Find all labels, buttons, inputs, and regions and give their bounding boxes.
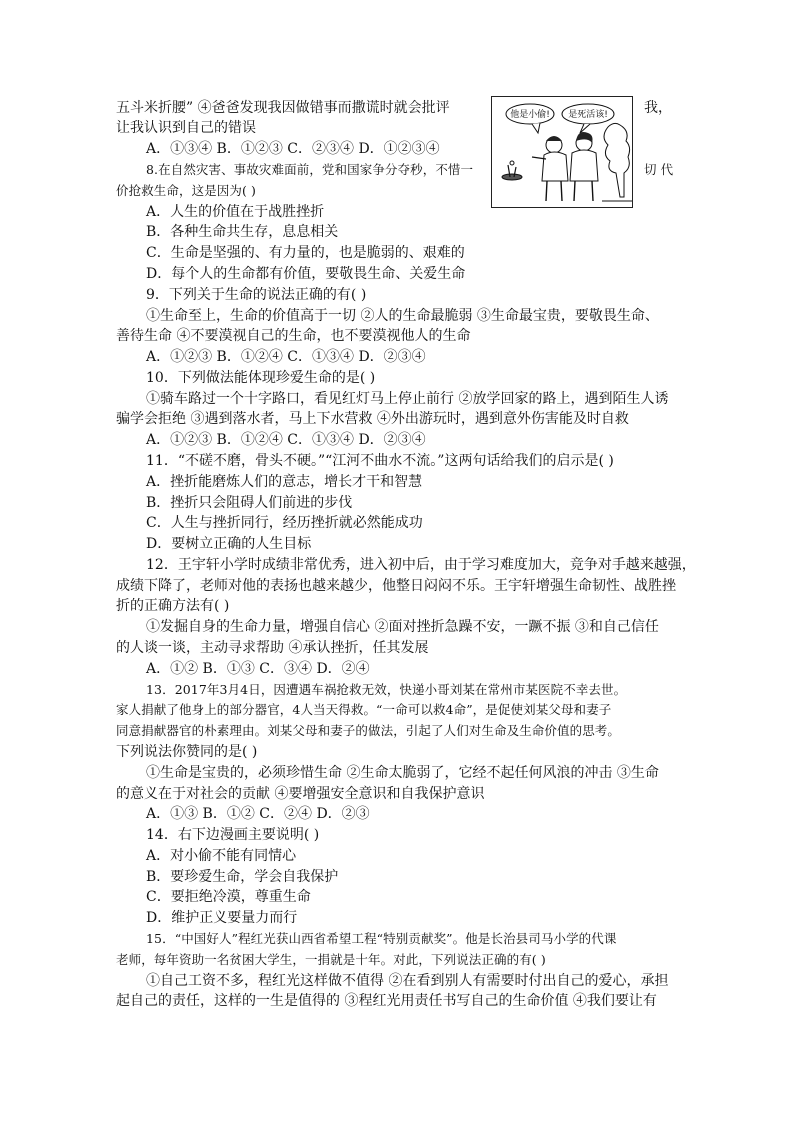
q8-option-d: D．每个人的生命都有价值，要敬畏生命、关爱生命 xyxy=(146,266,466,282)
q10-stem: 10．下列做法能体现珍爱生命的是( ) xyxy=(146,370,376,386)
q11-option-a: A．挫折能磨炼人们的意志，增长才干和智慧 xyxy=(146,474,423,490)
q8-stem-line: 价抢救生命，这是因为( ) xyxy=(116,183,257,198)
q14-option-a: A．对小偷不能有同情心 xyxy=(146,848,297,864)
q13-stem: 13．2017年3月4日，因遭遇车祸抢救无效，快递小哥刘某在常州市某医院不幸去世。 xyxy=(146,682,627,697)
q13-options: A．①③ B．①② C．②④ D．②③ xyxy=(146,806,370,822)
cartoon-bubble-right: 是死活该! xyxy=(568,110,608,120)
q10-options: A．①②③ B．①②④ C．①③④ D．②③④ xyxy=(146,432,426,448)
q8-stem: 8.在自然灾害、事故灾难面前，党和国家争分夺秒，不惜一 xyxy=(146,162,474,177)
q15-statements-cont: 起自己的责任，这样的一生是值得的 ③程红光用责任书写自己的生命价值 ④我们要让有 xyxy=(116,993,657,1009)
q11-option-b: B．挫折只会阻碍人们前进的步伐 xyxy=(146,495,353,511)
q7-stem-continuation-end: 我， xyxy=(644,100,672,116)
q9-stem: 9．下列关于生命的说法正确的有( ) xyxy=(146,287,367,303)
q11-option-c: C．人生与挫折同行，经历挫折就必然能成功 xyxy=(146,515,423,531)
q7-stem-continuation: 五斗米折腰” ④爸爸发现我因做错事而撒谎时就会批评 xyxy=(116,100,450,116)
q14-option-d: D．维护正义要量力而行 xyxy=(146,910,298,926)
q13-statements: ①生命是宝贵的，必须珍惜生命 ②生命太脆弱了，它经不起任何风浪的冲击 ③生命 xyxy=(146,765,659,781)
q14-stem: 14．右下边漫画主要说明( ) xyxy=(146,827,320,843)
q14-option-b: B．要珍爱生命，学会自我保护 xyxy=(146,869,339,885)
q15-statements: ①自己工资不多，程红光这样做不值得 ②在看到别人有需要时付出自己的爱心，承担 xyxy=(146,973,669,989)
q9-options: A．①②③ B．①②④ C．①③④ D．②③④ xyxy=(146,349,426,365)
q13-statements-cont: 的意义在于对社会的贡献 ④要增强安全意识和自我保护意识 xyxy=(116,786,485,802)
q8-option-b: B．各种生命共生存，息息相关 xyxy=(146,224,339,240)
q9-statements-cont: 善待生命 ④不要漠视自己的生命，也不要漠视他人的生命 xyxy=(116,328,471,344)
q10-statements-cont: 骗学会拒绝 ③遇到落水者，马上下水营救 ④外出游玩时，遇到意外伤害能及时自救 xyxy=(116,411,629,427)
q10-statements: ①骑车路过一个十字路口，看见红灯马上停止前行 ②放学回家的路上，遇到陌生人诱 xyxy=(146,391,669,407)
q11-option-d: D．要树立正确的人生目标 xyxy=(146,536,312,552)
cartoon-illustration xyxy=(491,96,633,208)
q9-statements: ①生命至上，生命的价值高于一切 ②人的生命最脆弱 ③生命最宝贵，要敬畏生命、 xyxy=(146,308,659,324)
q12-stem-cont: 成绩下降了，老师对他的表扬也越来越少，他整日闷闷不乐。王宇轩增强生命韧性、战胜挫 xyxy=(116,578,676,594)
q12-statements-cont: 的人谈一谈，主动寻求帮助 ④承认挫折，任其发展 xyxy=(116,640,429,656)
q12-stem-end: 折的正确方法有( ) xyxy=(116,598,230,614)
q15-stem: 15．“中国好人”程红光获山西省希望工程“特别贡献奖”。他是长治县司马小学的代课 xyxy=(146,931,617,946)
q8-option-c: C．生命是坚强的、有力量的，也是脆弱的、艰难的 xyxy=(146,245,465,261)
q15-stem-cont: 老师，每年资助一名贫困大学生，一捐就是十年。对此，下列说法正确的有( ) xyxy=(116,952,546,967)
q11-stem: 11．“不磋不磨，骨头不硬。”“江河不曲水不流。”这两句话给我们的启示是( ) xyxy=(146,453,614,469)
q12-stem: 12．王宇轩小学时成绩非常优秀，进入初中后，由于学习难度加大，竞争对手越来越强， xyxy=(146,557,696,573)
q7-options: A．①③④ B．①②③ C．②③④ D．①②③④ xyxy=(146,141,440,157)
q7-stem-line: 让我认识到自己的错误 xyxy=(116,120,256,136)
q13-stem-cont-1: 家人捐献了他身上的部分器官，4人当天得救。“一命可以救4命”，是促使刘某父母和妻子 xyxy=(116,702,612,717)
cartoon-bubble-left: 他是小偷! xyxy=(510,110,550,120)
q13-stem-cont-2: 同意捐献器官的朴素理由。刘某父母和妻子的做法，引起了人们对生命及生命价值的思考。 xyxy=(116,723,621,738)
q12-statements: ①发掘自身的生命力量，增强自信心 ②面对挫折急躁不安，一蹶不振 ③和自己信任 xyxy=(146,619,659,635)
q13-stem-end: 下列说法你赞同的是( ) xyxy=(116,744,258,760)
q8-option-a: A．人生的价值在于战胜挫折 xyxy=(146,204,325,220)
q8-stem-end: 切 代 xyxy=(644,162,674,177)
q12-options: A．①② B．①③ C．③④ D．②④ xyxy=(146,661,370,677)
q14-option-c: C．要拒绝冷漠，尊重生命 xyxy=(146,889,311,905)
